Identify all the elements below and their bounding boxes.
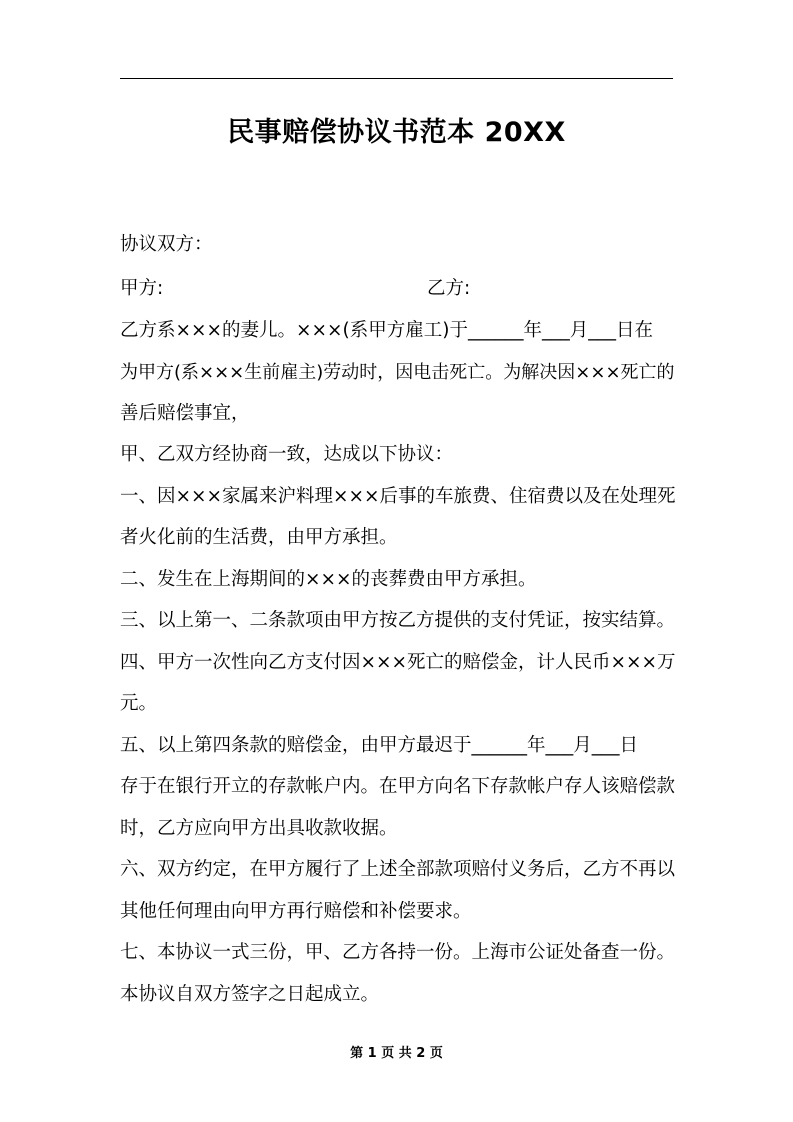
document-title: 民事赔偿协议书范本 20XX (227, 117, 566, 148)
body-line-16: 七、本协议一式三份，甲、乙方各持一份。上海市公证处备查一份。 (120, 942, 676, 963)
body-line-2: 为甲方(系×××生前雇主)劳动时，因电击死亡。为解决因×××死亡的 (120, 362, 675, 383)
party-a-label: 甲方: (120, 278, 164, 299)
body-line-5: 一、因×××家属来沪料理×××后事的车旅费、住宿费以及在处理死 (120, 486, 676, 507)
body-line-12: 存于在银行开立的存款帐户内。在甲方向名下存款帐户存人该赔偿款 (120, 776, 676, 797)
body-line-3: 善后赔偿事宜， (120, 403, 250, 424)
body-line-13: 时，乙方应向甲方出具收款收据。 (120, 818, 398, 839)
body-line-17: 本协议自双方签字之日起成立。 (120, 984, 380, 1005)
body-line-4: 甲、乙双方经协商一致，达成以下协议： (120, 444, 454, 465)
body-line-10: 元。 (120, 693, 158, 714)
body-line-7: 二、发生在上海期间的×××的丧葬费由甲方承担。 (120, 569, 537, 590)
body-line-9: 四、甲方一次性向乙方支付因×××死亡的赔偿金，计人民币×××万 (120, 652, 676, 673)
body-line-8: 三、以上第一、二条款项由甲方按乙方提供的支付凭证，按实结算。 (120, 610, 676, 631)
header-rule (120, 78, 673, 79)
body-line-6: 者火化前的生活费，由甲方承担。 (120, 527, 398, 548)
intro-line: 协议双方： (120, 234, 213, 255)
party-b-label: 乙方: (427, 278, 471, 299)
body-line-11: 五、以上第四条款的赔偿金，由甲方最迟于______年___月___日 (120, 735, 639, 756)
body-line-15: 其他任何理由向甲方再行赔偿和补偿要求。 (120, 901, 472, 922)
body-line-14: 六、双方约定，在甲方履行了上述全部款项赔付义务后，乙方不再以 (120, 859, 676, 880)
page-number-footer: 第 1 页 共 2 页 (350, 1046, 443, 1061)
body-line-1: 乙方系×××的妻儿。×××(系甲方雇工)于______年___月___日在 (120, 320, 653, 341)
